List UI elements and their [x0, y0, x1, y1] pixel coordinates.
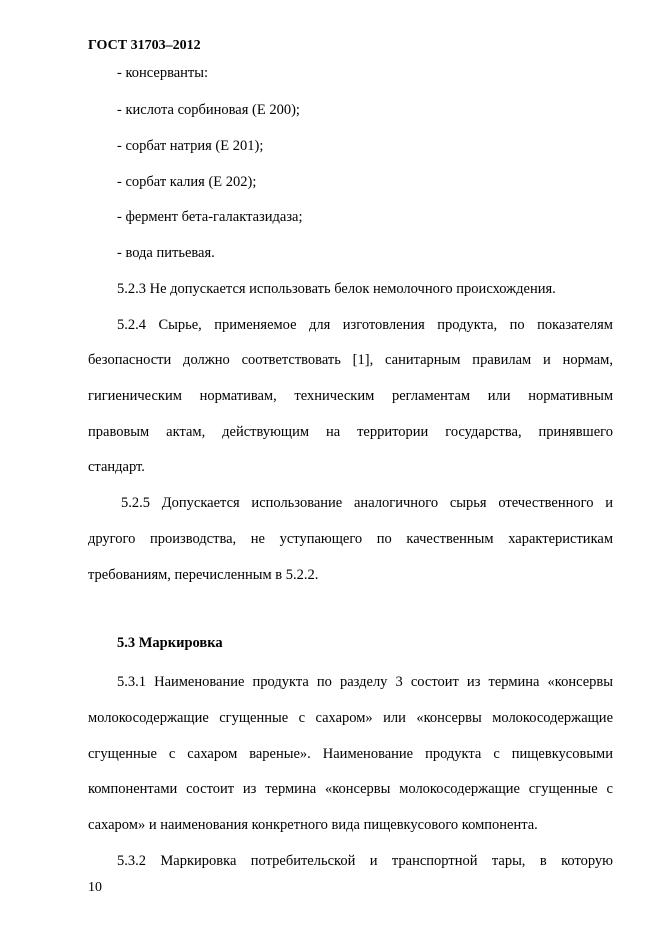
list-item: - сорбат калия (Е 202);: [117, 174, 257, 190]
paragraph-5-2-4-line: 5.2.4 Сырье, применяемое для изготовления продукта, по показателям: [117, 317, 613, 333]
paragraph-5-2-4-line: безопасности должно соответствовать [1], санитарным правилам и нормам,: [88, 352, 613, 368]
paragraph-5-2-4-line: гигиеническим нормативам, техническим регламентам или нормативным: [88, 388, 613, 404]
paragraph-5-3-1-line: сахаром» и наименования конкретного вида пищевкусового компонента.: [88, 817, 538, 833]
list-item: - консерванты:: [117, 65, 209, 81]
document-header: ГОСТ 31703–2012: [88, 38, 201, 53]
paragraph-5-3-1-line: сгущенные с сахаром вареные». Наименование продукта с пищевкусовыми: [88, 746, 613, 762]
paragraph-5-2-3: 5.2.3 Не допускается использовать белок немолочного происхождения.: [117, 281, 556, 297]
paragraph-5-2-5-line: 5.2.5 Допускается использование аналогичного сырья отечественного и: [121, 495, 613, 511]
paragraph-5-3-1-line: молокосодержащие сгущенные с сахаром» или «консервы молокосодержащие: [88, 710, 613, 726]
list-item: - вода питьевая.: [117, 245, 215, 261]
list-item: - фермент бета-галактазидаза;: [117, 209, 303, 225]
section-title: 5.3 Маркировка: [117, 635, 223, 651]
page-number: 10: [88, 880, 102, 895]
paragraph-5-3-2-line: 5.3.2 Маркировка потребительской и транспортной тары, в которую: [117, 853, 613, 869]
paragraph-5-2-5-line: требованиям, перечисленным в 5.2.2.: [88, 567, 319, 583]
list-item: - кислота сорбиновая (Е 200);: [117, 102, 300, 118]
list-item: - сорбат натрия (Е 201);: [117, 138, 264, 154]
paragraph-5-2-4-line: правовым актам, действующим на территории государства, принявшего: [88, 424, 613, 440]
paragraph-5-3-1-line: компонентами состоит из термина «консервы молокосодержащие сгущенные с: [88, 781, 613, 797]
paragraph-5-3-1-line: 5.3.1 Наименование продукта по разделу 3 состоит из термина «консервы: [117, 674, 613, 690]
paragraph-5-2-5-line: другого производства, не уступающего по качественным характеристикам: [88, 531, 613, 547]
paragraph-5-2-4-line: стандарт.: [88, 459, 145, 475]
